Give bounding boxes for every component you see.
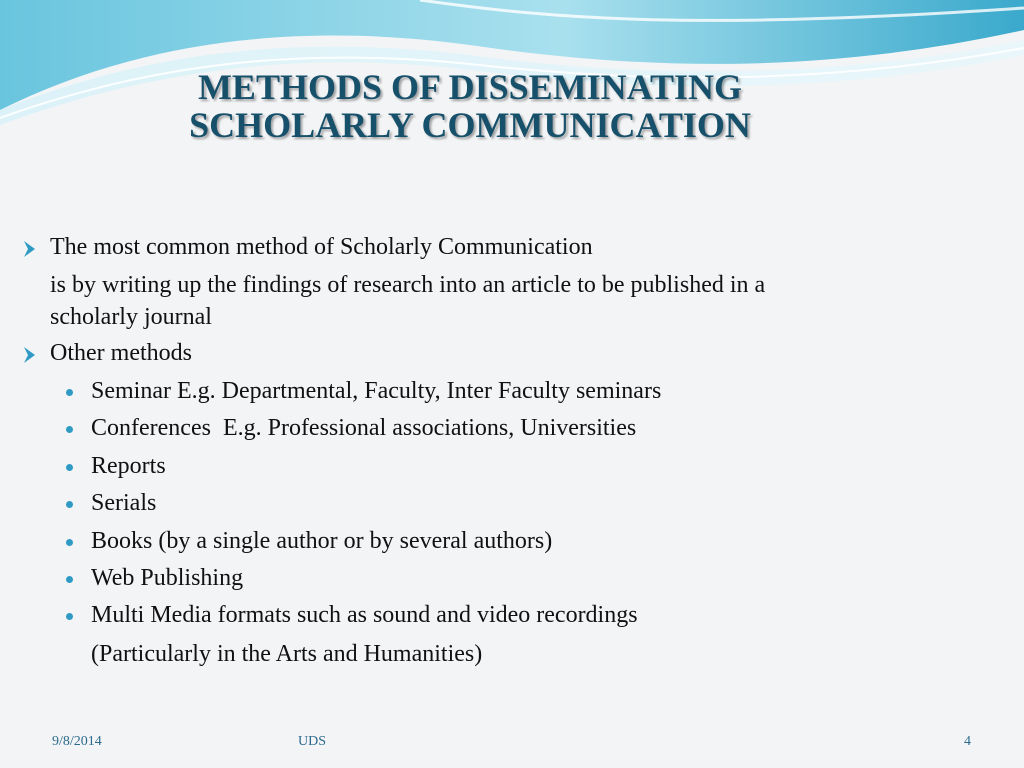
- slide-title-line-1: METHODS OF DISSEMINATING: [197, 67, 743, 107]
- list-item: Reports: [91, 453, 166, 479]
- slide-title-line-2: SCHOLARLY COMMUNICATION: [189, 105, 751, 145]
- list-item: Seminar E.g. Departmental, Faculty, Inter Faculty seminars: [91, 378, 662, 404]
- list-item: Multi Media formats such as sound and video recordings: [91, 602, 638, 628]
- dot-bullet-icon: [66, 426, 73, 433]
- list-item-continuation: (Particularly in the Arts and Humanities): [91, 641, 483, 667]
- list-item: Web Publishing: [91, 565, 244, 591]
- bullet-2-label: Other methods: [50, 340, 192, 366]
- footer-date: 9/8/2014: [52, 734, 102, 749]
- list-item: Conferences E.g. Professional associations, Universities: [91, 415, 637, 441]
- list-item: Serials: [91, 490, 157, 516]
- bullet-1-line-3: scholarly journal: [50, 304, 212, 330]
- dot-bullet-icon: [66, 389, 73, 396]
- dot-bullet-icon: [66, 576, 73, 583]
- list-item: Books (by a single author or by several authors): [91, 528, 553, 554]
- dot-bullet-icon: [66, 501, 73, 508]
- arrow-bullet-icon: [22, 240, 36, 258]
- dot-bullet-icon: [66, 464, 73, 471]
- footer-center-text: UDS: [298, 734, 327, 749]
- bullet-1-line-2: is by writing up the findings of research into an article to be published in a: [50, 272, 766, 298]
- dot-bullet-icon: [66, 613, 73, 620]
- bullet-1-line-1: The most common method of Scholarly Communication: [50, 234, 593, 260]
- footer-page-number: 4: [964, 734, 971, 749]
- arrow-bullet-icon: [22, 346, 36, 364]
- dot-bullet-icon: [66, 539, 73, 546]
